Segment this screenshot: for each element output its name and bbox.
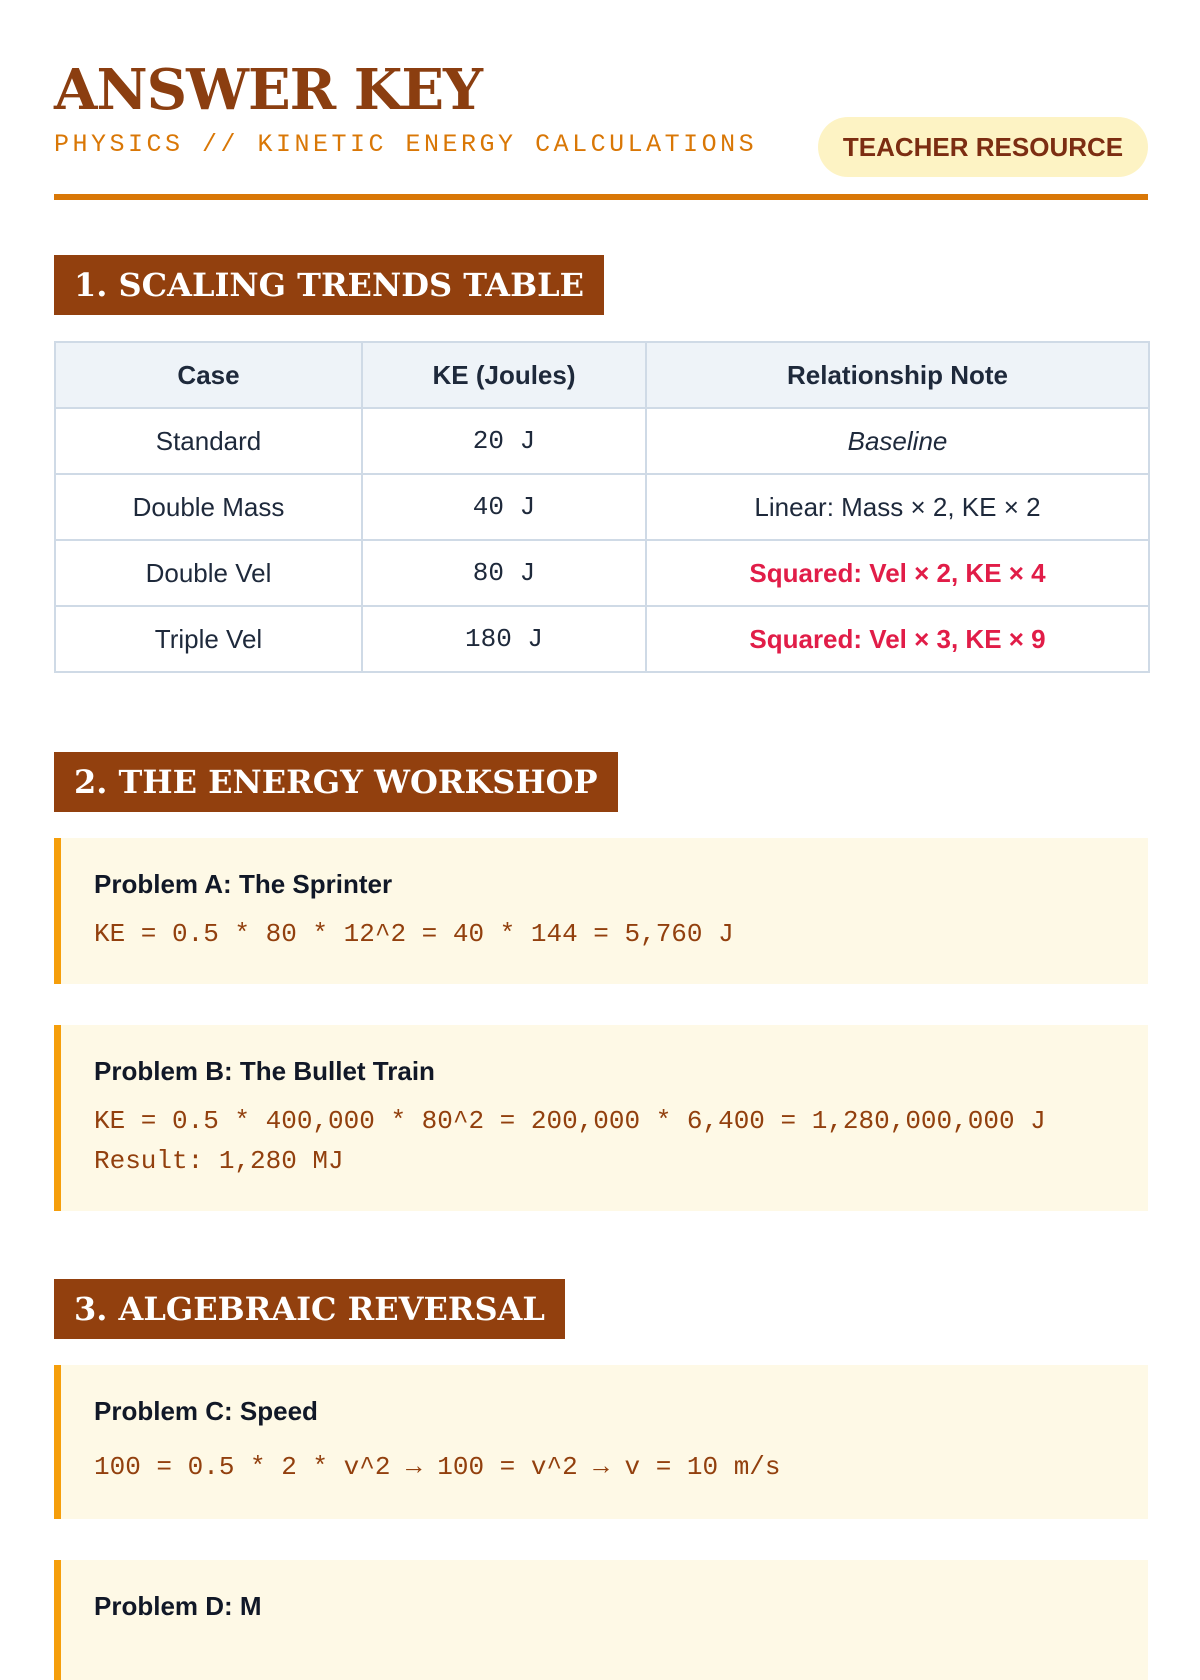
ke-cell: 20 J	[362, 408, 646, 474]
ke-cell: 40 J	[362, 474, 646, 540]
problem-title: Problem C: Speed	[94, 1396, 318, 1426]
problem-box-c	[54, 1365, 1148, 1519]
problem-solution-line: KE = 0.5 * 400,000 * 80^2 = 200,000 * 6,400 = 1,280,000,000 J	[94, 1106, 1046, 1136]
problem-solution-line: 100 = 0.5 * 2 * v^2 → 100 = v^2 → v = 10 m/s	[94, 1452, 781, 1482]
table-header-row	[55, 342, 1149, 408]
problem-title: Problem A: The Sprinter	[94, 869, 393, 899]
teacher-resource-badge: TEACHER RESOURCE	[818, 117, 1148, 177]
section-heading-algebraic-reversal: 3. ALGEBRAIC REVERSAL	[54, 1279, 565, 1339]
column-header-note: Relationship Note	[646, 342, 1149, 408]
note-cell-highlight: Squared: Vel × 3, KE × 9	[646, 606, 1149, 672]
case-cell: Double Vel	[55, 540, 362, 606]
note-cell: Baseline	[646, 408, 1149, 474]
problem-title: Problem D: M	[94, 1591, 262, 1621]
page-title: ANSWER KEY	[54, 57, 483, 123]
problem-box-d	[54, 1560, 1148, 1680]
problem-title: Problem B: The Bullet Train	[94, 1056, 435, 1086]
page-subtitle: PHYSICS // KINETIC ENERGY CALCULATIONS	[54, 130, 758, 159]
header-divider	[54, 194, 1148, 200]
case-cell: Standard	[55, 408, 362, 474]
ke-cell: 80 J	[362, 540, 646, 606]
ke-cell: 180 J	[362, 606, 646, 672]
problem-solution-line: KE = 0.5 * 80 * 12^2 = 40 * 144 = 5,760 J	[94, 919, 734, 949]
note-cell: Linear: Mass × 2, KE × 2	[646, 474, 1149, 540]
table-row	[55, 474, 1149, 540]
scaling-trends-table	[54, 341, 1150, 673]
problem-result-line: Result: 1,280 MJ	[94, 1146, 344, 1176]
column-header-case: Case	[55, 342, 362, 408]
case-cell: Double Mass	[55, 474, 362, 540]
problem-box-b	[54, 1025, 1148, 1211]
problem-box-a	[54, 838, 1148, 984]
case-cell: Triple Vel	[55, 606, 362, 672]
table-row	[55, 408, 1149, 474]
table-row	[55, 606, 1149, 672]
column-header-ke: KE (Joules)	[362, 342, 646, 408]
table-row	[55, 540, 1149, 606]
section-heading-energy-workshop: 2. THE ENERGY WORKSHOP	[54, 752, 618, 812]
note-cell-highlight: Squared: Vel × 2, KE × 4	[646, 540, 1149, 606]
section-heading-scaling-trends: 1. SCALING TRENDS TABLE	[54, 255, 604, 315]
